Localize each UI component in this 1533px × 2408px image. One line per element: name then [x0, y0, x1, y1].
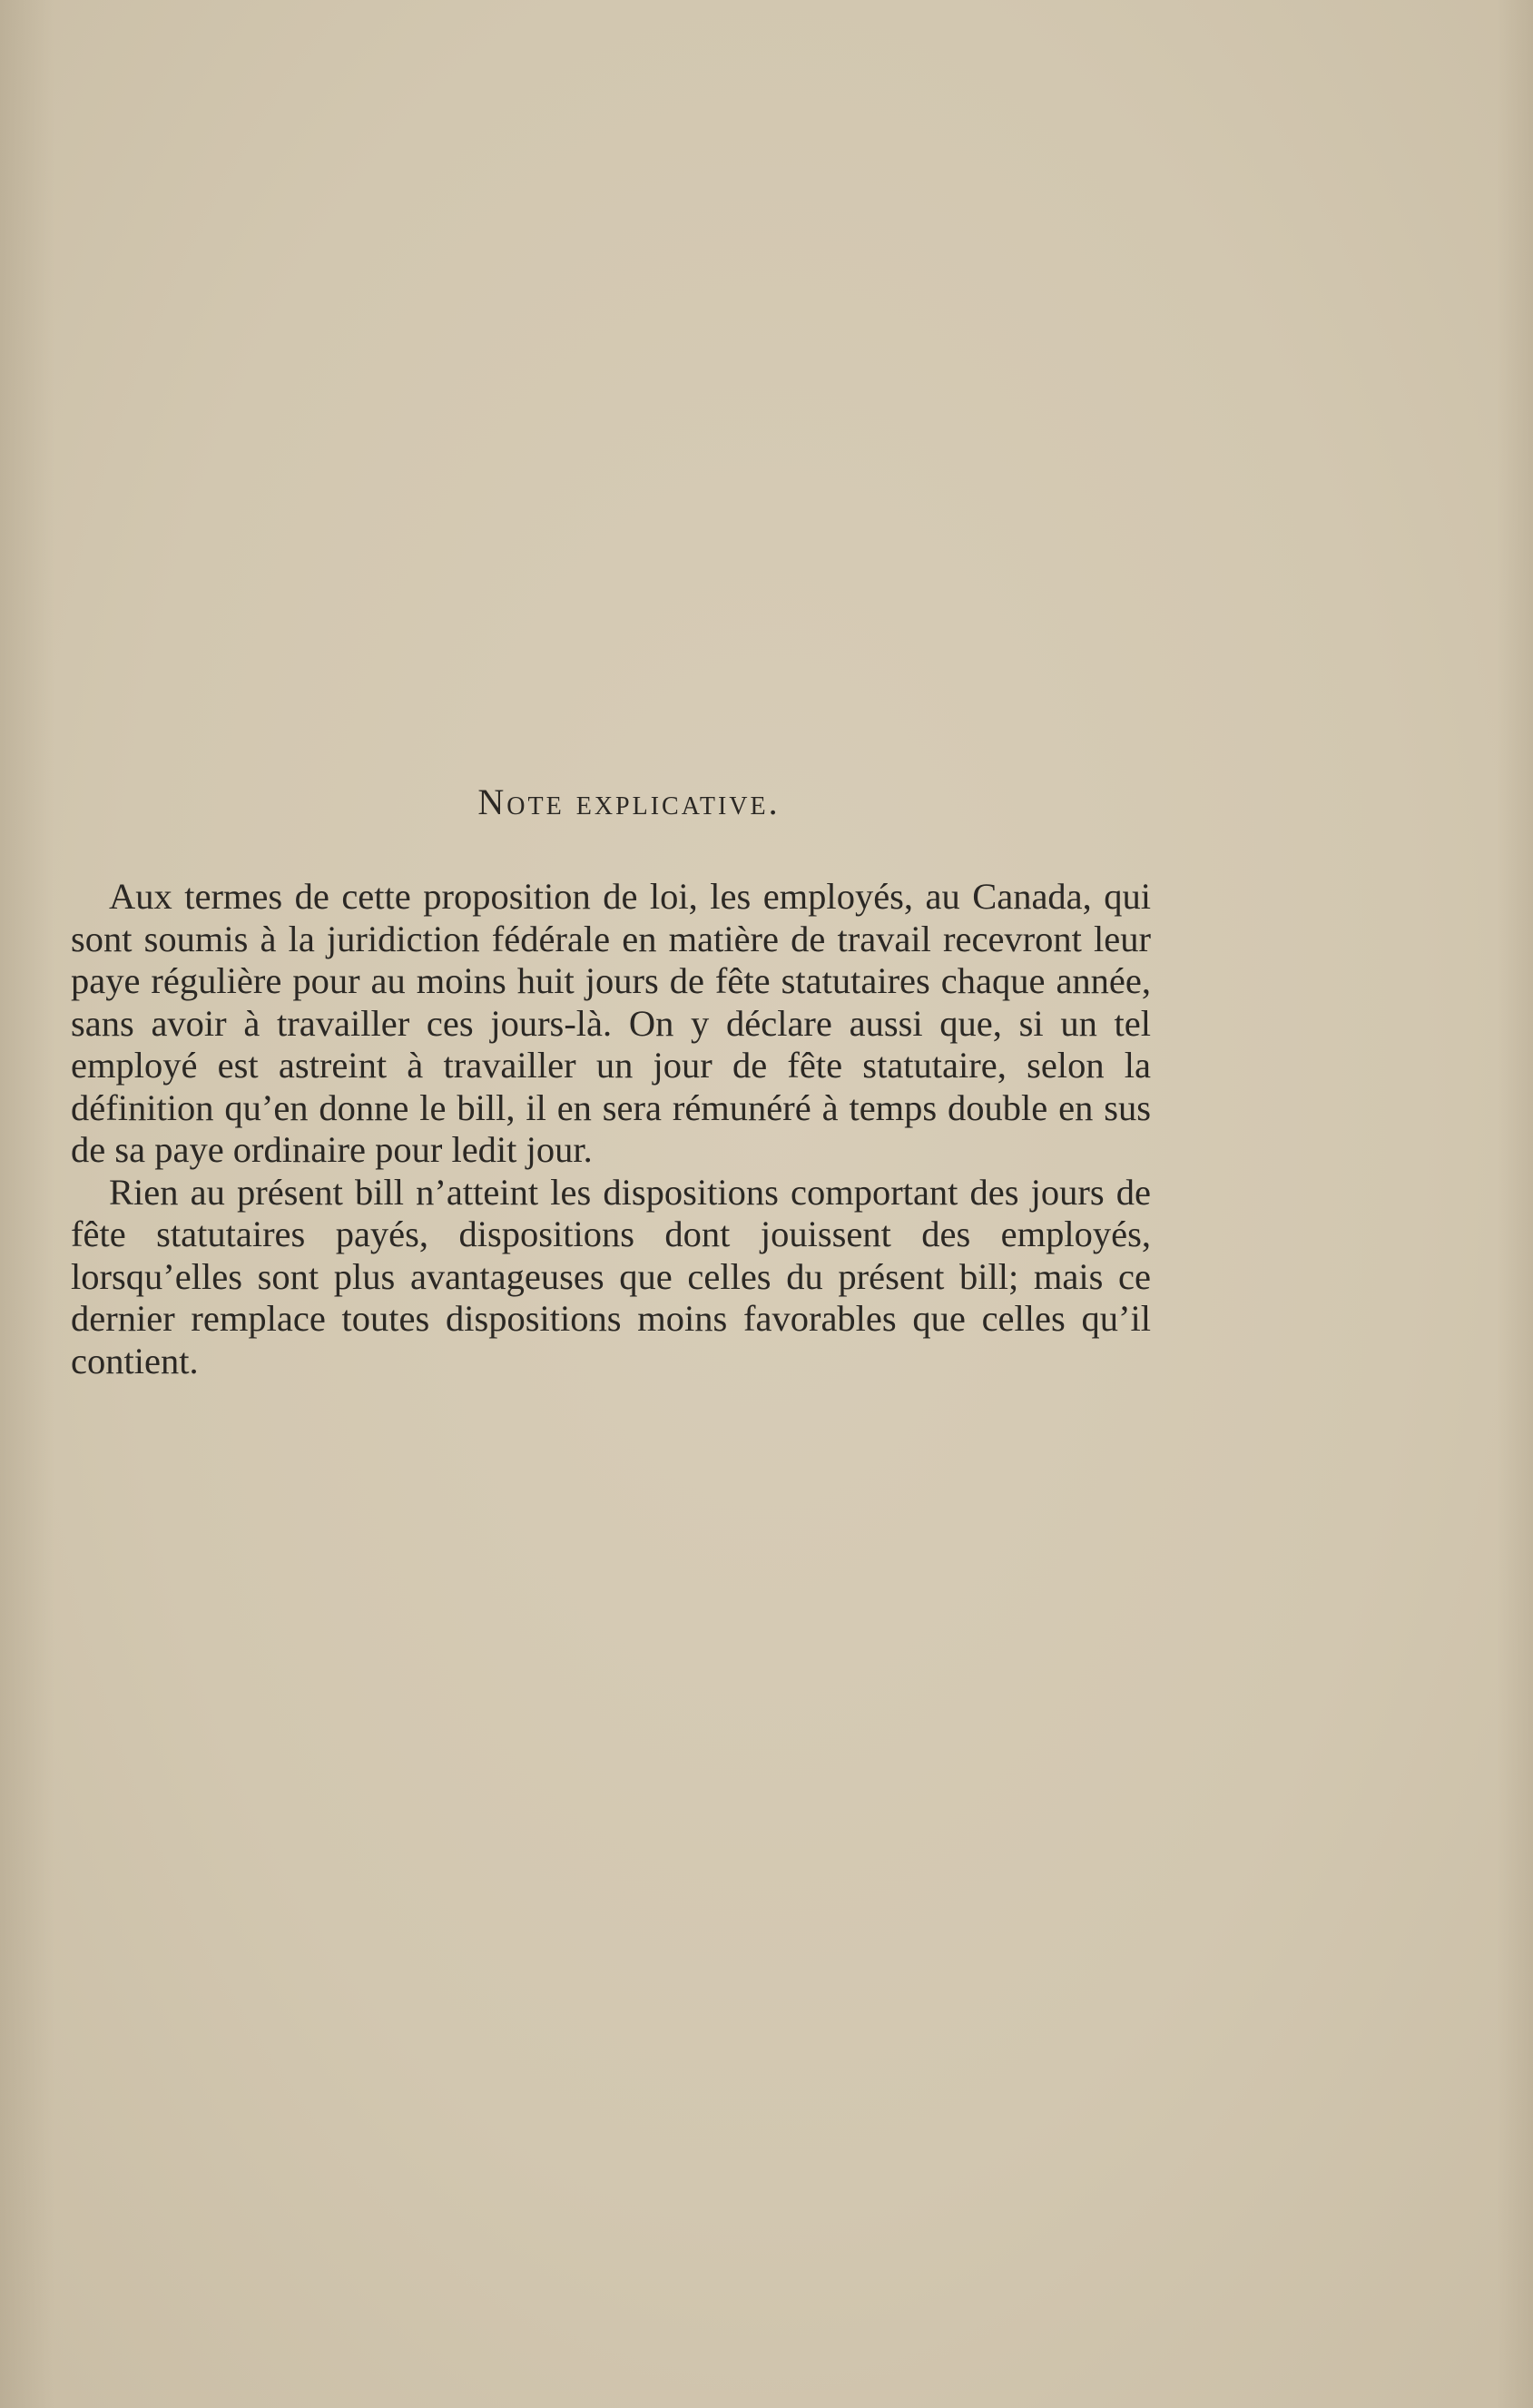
explanatory-note	[71, 781, 1151, 1382]
note-paragraph-2: Rien au présent bill n’atteint les dispositions comportant des jours de fête statutaires payés, dispositions dont jouissent des employés, lorsqu’elles sont plus avantageuses que celles du présent bill; mais ce dernier remplace toutes dispositions moins favorables que celles qu’il contient.	[71, 1171, 1151, 1381]
note-heading: Note explicative.	[477, 781, 781, 822]
note-paragraph-1: Aux termes de cette proposition de loi, les employés, au Canada, qui sont soumis à la juridiction fédérale en matière de travail recevront leur paye régulière pour au moins huit jours de fête statutaires chaque année, sans avoir à travailler ces jours-là. On y déclare aussi que, si un tel employé est astreint à travailler un jour de fête statutaire, selon la définition qu’en donne le bill, il en sera rémunéré à temps double en sus de sa paye ordinaire pour ledit jour.	[71, 876, 1151, 1170]
